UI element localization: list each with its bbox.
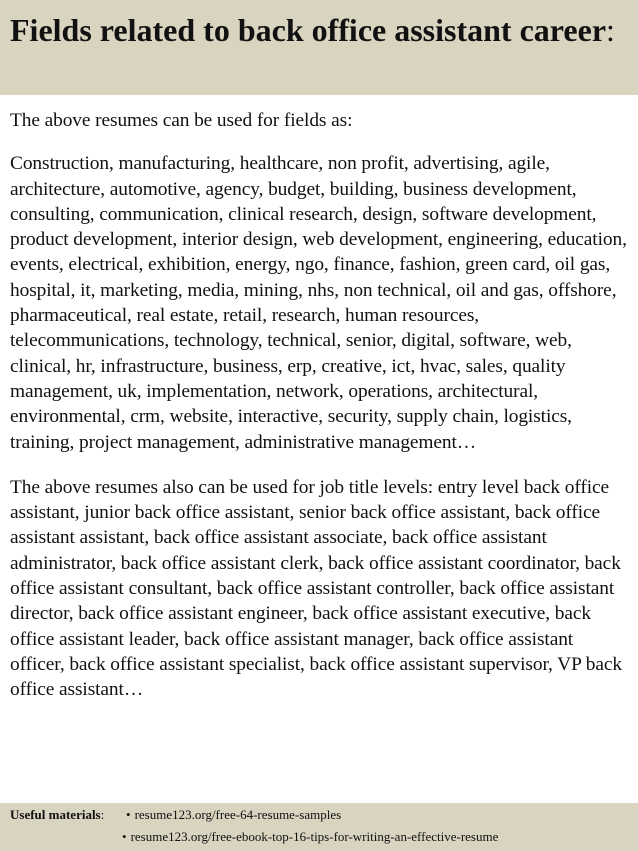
main-content: [10, 108, 632, 703]
footer-link-resume-samples[interactable]: resume123.org/free-64-resume-samples: [134, 807, 342, 822]
intro-paragraph: The above resumes can be used for fields as:: [10, 110, 353, 131]
useful-materials-label: [10, 805, 104, 825]
footer-band: [0, 803, 638, 851]
fields-paragraph: Construction, manufacturing, healthcare, non profit, advertising, agile, architecture, automotive, agency, budget, building, business development, consulting, communication, clinical research, design, software development, product development, interior design, web development, engineering, education, events, electrical, exhibition, energy, ngo, finance, fashion, green card, oil gas, hospital, it, marketing, media, mining, nhs, non technical, oil and gas, offshore, pharmaceutical, real estate, retail, research, human resources, telecommunications, technology, technical, senior, digital, software, web, clinical, hr, infrastructure, business, erp, creative, ict, hvac, sales, quality management, uk, implementation, network, operations, architectural, environmental, crm, website, interactive, security, supply chain, logistics, training, project management, administrative management…: [10, 153, 627, 453]
page-title: [10, 10, 630, 50]
bullet-icon: •: [126, 807, 131, 822]
header-band: [0, 0, 638, 95]
page-title-colon: :: [606, 12, 615, 48]
bullet-icon: •: [122, 829, 127, 844]
useful-materials-label-text: Useful materials: [10, 807, 101, 822]
page-title-text: Fields related to back office assistant career: [10, 12, 607, 48]
job-levels-paragraph: The above resumes also can be used for job title levels: entry level back office assistant, junior back office assistant, senior back office assistant, back office assistant assistant, back office assistant associate, back office assistant administrator, back office assistant clerk, back office assistant coordinator, back office assistant consultant, back office assistant controller, back office assistant director, back office assistant engineer, back office assistant executive, back office assistant leader, back office assistant manager, back office assistant officer, back office assistant specialist, back office assistant supervisor, VP back office assistant…: [10, 476, 622, 701]
footer-link-item: [122, 827, 498, 847]
footer-link-ebook[interactable]: resume123.org/free-ebook-top-16-tips-for-writing-an-effective-resume: [130, 829, 499, 844]
useful-materials-separator: :: [100, 807, 105, 822]
footer-link-item: [126, 805, 341, 825]
